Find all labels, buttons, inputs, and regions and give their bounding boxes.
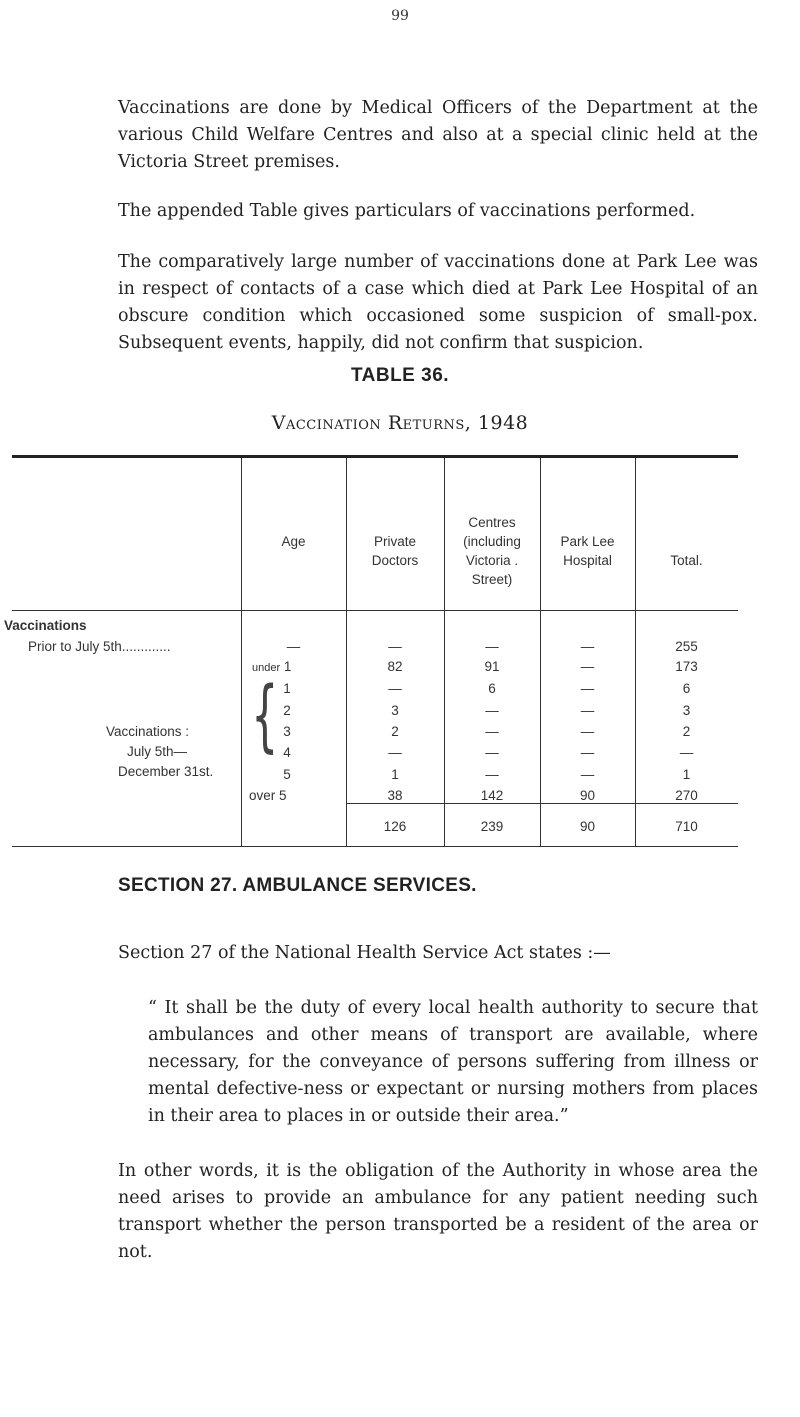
header-park-lee — [540, 532, 635, 570]
section-heading: SECTION 27. AMBULANCE SERVICES. — [118, 875, 477, 896]
park-lee-paragraph: The comparatively large number of vaccinations done at Park Lee was in respect of contacts of a case which died at Park Lee Hospital of an obscure condition which occasioned some suspicion of small-pox. Subsequent events, happily, did not confirm that suspicion. — [118, 252, 758, 353]
group-label: Vaccinations — [4, 618, 87, 633]
age-prefix: over — [249, 788, 276, 803]
intro-paragraph: Vaccinations are done by Medical Officers of the Department at the various Child Welfare Centres and also at a special clinic held at the Victoria Street premises. — [118, 98, 758, 172]
header-private-line: Private — [373, 534, 417, 549]
cell-parklee: — — [580, 745, 595, 760]
total-private: 126 — [383, 819, 407, 834]
cell-age: 1 — [283, 681, 291, 696]
cell-total: — — [679, 745, 694, 760]
cell-private: 82 — [387, 659, 403, 674]
cell-total: 1 — [682, 767, 691, 782]
cell-private: — — [388, 745, 402, 760]
period-label-3: December 31st. — [118, 764, 214, 779]
header-parklee-line: Hospital — [563, 553, 612, 568]
obligation-paragraph: In other words, it is the obligation of the Authority in whose area the need arises to provide an ambulance for any patient needing such transport whether the person transported be a resident of the area or not. — [118, 1161, 758, 1262]
cell-private: 3 — [391, 703, 399, 718]
cell-prior-age: — — [286, 639, 301, 654]
total-centres: 239 — [480, 819, 504, 834]
age-prefix: under — [252, 662, 281, 674]
cell-parklee: — — [580, 703, 595, 718]
cell-prior-centres: — — [485, 639, 499, 654]
table-title — [0, 412, 800, 434]
header-parklee-line: Park Lee — [560, 534, 615, 549]
grand-total: 710 — [675, 819, 698, 834]
cell-prior-private: — — [388, 639, 402, 654]
header-rule — [12, 610, 738, 611]
cell-private: 1 — [391, 767, 399, 782]
cell-centres: 6 — [488, 681, 496, 696]
period-label-2: July 5th— — [127, 744, 188, 759]
cell-centres: 91 — [484, 659, 500, 674]
header-age: Age — [281, 534, 306, 549]
cell-age: 4 — [283, 745, 291, 760]
vaccination-table — [4, 455, 738, 850]
cell-total: 270 — [675, 788, 698, 803]
cell-centres: — — [485, 703, 499, 718]
cell-parklee: — — [580, 767, 595, 782]
cell-centres: — — [485, 724, 499, 739]
left-brace: { — [251, 671, 279, 761]
table-title-text: Vaccination Returns, 1948 — [271, 412, 529, 434]
act-intro-paragraph: Section 27 of the National Health Service Act states :— — [118, 943, 611, 963]
cell-centres: — — [485, 745, 499, 760]
cell-age: 3 — [283, 724, 291, 739]
header-centres-line: Victoria . — [465, 553, 519, 568]
cell-prior-parklee: — — [580, 639, 595, 654]
cell-age: 2 — [283, 703, 291, 718]
page-number: 99 — [391, 8, 409, 24]
header-private-line: Doctors — [371, 553, 419, 568]
cell-total: 2 — [682, 724, 691, 739]
appended-table-paragraph: The appended Table gives particulars of vaccinations performed. — [118, 201, 696, 221]
age-value: 1 — [283, 659, 292, 674]
table-bottom-rule — [12, 846, 738, 847]
table-top-rule — [12, 455, 738, 458]
cell-private: 38 — [387, 788, 403, 803]
age-value: 5 — [279, 788, 287, 803]
header-centres-line: Street) — [471, 572, 513, 587]
totals-rule — [346, 803, 738, 804]
cell-total: 3 — [682, 703, 691, 718]
cell-parklee: — — [580, 724, 595, 739]
header-centres — [444, 513, 540, 589]
cell-centres: 142 — [480, 788, 504, 803]
total-parklee: 90 — [579, 819, 596, 834]
cell-age: 5 — [283, 767, 291, 782]
header-total: Total. — [670, 553, 703, 568]
period-label-1: Vaccinations : — [106, 724, 190, 739]
cell-prior-total: 255 — [675, 639, 698, 654]
cell-parklee: 90 — [579, 788, 596, 803]
cell-parklee: — — [580, 681, 595, 696]
cell-total: 173 — [675, 659, 698, 674]
cell-private: — — [388, 681, 402, 696]
header-centres-line: (including — [463, 534, 521, 549]
act-quote: “ It shall be the duty of every local health authority to secure that ambulances and other means of transport are available, where necessary, for the conveyance of persons suffering from illness or mental defective-ness or expectant or nursing mothers from places in their area to places in or outside their area.” — [148, 998, 758, 1126]
table-number: TABLE 36. — [350, 365, 450, 386]
cell-age — [252, 659, 332, 674]
cell-centres: — — [485, 767, 499, 782]
cell-age — [249, 788, 329, 803]
prior-label: Prior to July 5th............. — [28, 639, 171, 654]
header-centres-line: Centres — [468, 515, 516, 530]
header-private-doctors — [346, 532, 444, 570]
cell-parklee: — — [580, 659, 595, 674]
cell-private: 2 — [391, 724, 399, 739]
cell-total: 6 — [682, 681, 691, 696]
